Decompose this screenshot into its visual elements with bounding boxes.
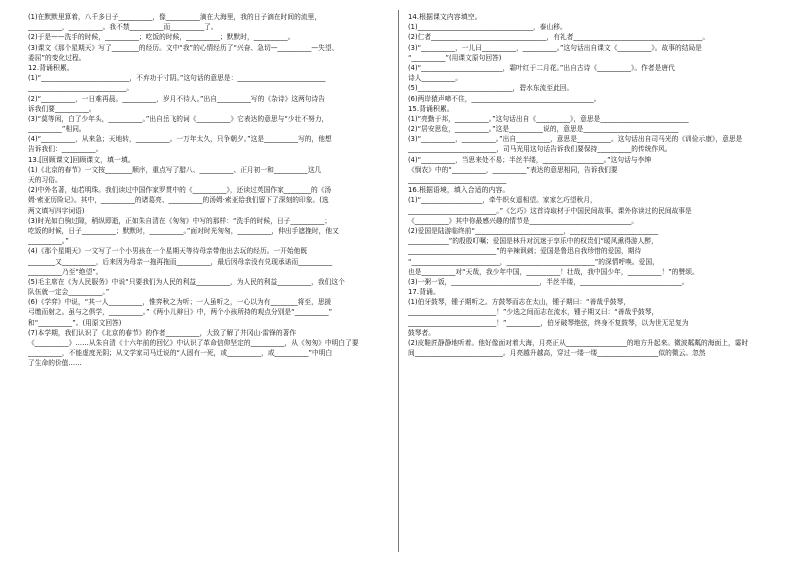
text-line: (3)“__________，__________。”出自__________，意思是__________。这句话出自司马光的《训俭示康》，意思是 [408,135,743,144]
text-line: 也是__________对“天哉，我少年中国，__________！壮哉，我中国少年，__________！”的赞颂。 [408,267,699,276]
column-divider [398,10,399,552]
text-line: __________，不能虚度光阴；从文学家司马迁说的“人固有一死，或__________，或__________”中明白 [28,349,333,358]
text-line: 诉我们要__________。 [28,104,96,113]
text-line: (1)伯牙鼓琴，锺子期听之。方鼓琴而志在太山，锺子期曰：“善哉乎鼓琴， [408,298,630,307]
text-line: 了生命的价值…… [28,359,82,368]
text-line: 《悯农》中的“__________，__________”表达的意思相同，告诉我们要 [408,165,618,174]
text-line: __________________________。”《乞巧》这首诗取材于中国民间故事。课外你读过的民间故事是 [408,206,692,215]
text-line: (7)本学期，我们认识了《北京的春节》的作者__________，大致了解了井冈山·雷锋的著作 [28,328,297,337]
text-line: (2)“__________，一日难再晨。__________，岁月不待人。”出自__________写的《杂诗》这两句诗告 [28,94,326,103]
text-line: (4)“__________，当思来处不易；半丝半缕，__________________。”这句话与李绅 [408,155,652,164]
text-line: __________________________！”少选之间而志在流水，锺子期又曰：“善哉乎鼓琴， [408,308,659,317]
text-line: (3)“__________，一儿曰__________，__________。”这句话出自课文《__________》。故事的结局是 [408,43,702,52]
right-column [408,12,794,358]
text-line: 告诉我们：__________。 [28,145,103,154]
text-line: (4)“__________，从来急；天地转，__________。一万年太久，只争朝夕。”这是__________写的，他想 [28,135,332,144]
section-heading: 17.背诵。 [408,288,440,297]
text-line: (2)于是——洗手的时候，__________；吃饭的时候，__________；默默时，__________。 [28,33,295,42]
text-line: __________乃至“绝望”。 [28,267,103,276]
text-line: __________________________，司马光用这句话告诉我们要保持__________的传统作风。 [408,145,672,154]
text-line: (4)《那个星期天》一文写了一个小男孩在一个星期天等待母亲带他出去玩的经历。一开始他既 [28,247,308,256]
text-line: 队伍就一定会__________。” [28,288,110,297]
text-line: 两文填写四字词语) [28,206,85,215]
text-line: __________________________！”__________，伯牙破琴绝弦，终身不复鼓琴，以为世无足复为 [408,318,689,327]
text-line: __________，__________。我不禁__________而__________了。 [28,23,218,32]
text-line: 鼓琴者。 [408,328,435,337]
text-line: (6)两岸猿声啼不住，____________________________________。 [408,94,601,103]
text-line: 和“__________”。(用原文回答) [28,318,122,327]
section-heading: 13.[回顾课文]回顾课文，填一填。 [28,155,135,164]
text-line: “__________”(用课文原句回答) [408,53,502,62]
text-line: (3)一粥一饭，__________________________，半丝半缕，______________________________。 [408,277,689,286]
text-line: 姆·索亚历险记》。其中，__________的诸葛亮、__________的汤姆·索亚给我们留下了深刻的印象。(选 [28,196,329,205]
text-line: (1)在默默里算着，八千多日子__________，像__________滴在大海里，我的日子滴在时间的流里， [28,13,322,21]
text-line: 诗人__________。 [408,74,463,83]
text-line: 委屈”的变化过程。 [28,53,86,62]
text-line: (3)课文《那个星期天》写了________的经历。文中“我”的心情经历了“兴奋、急切—__________—失望、 [28,43,339,52]
text-line: 吃饭的时候，日子__________；默默时，__________。”面对时光匆匆，__________，伸出手遮挽时，他又 [28,226,339,235]
text-line: (1)《北京的春节》一文按________顺序，重点写了腊八、__________、正月初一和__________这几 [28,165,322,174]
text-line: (5)____________________________，碧水东流至此回。 [408,84,574,93]
text-line: (1)“__________________________，不弃功于寸阴。”这句话的意思是：__________________________ [28,74,326,83]
text-line: (3)“莫等闲，白了少年头，__________。”出自岳飞的词《__________》它表达的意思与“少壮不努力， [28,114,329,123]
text-line: (6)《学弈》中说，“其一人__________，惟弈秋之为听；一人虽听之，一心以为有________将至，思援 [28,298,332,307]
text-line: 天的习俗。 [28,176,62,184]
section-heading: 16.根据语境，填入合适的内容。 [408,186,510,195]
text-line: __________”相同。 [28,125,86,134]
section-heading: 12.背诵积累。 [28,63,74,72]
text-line: 弓缴而射之。虽与之俱学，__________。”《两小儿辩日》中，两个小孩所持的观点分别是“__________” [28,308,333,317]
text-line: (3)时光如白驹过隙，稍纵即逝，正如朱自清在《匆匆》中写的那样：“洗手的时候，日子__________； [28,216,332,225]
section-heading: 14.根据课文内容填空。 [408,13,482,21]
text-line: (5)毛主席在《为人民服务》中说“只要我们为人民的利益__________，为人民的利益__________，我们这个 [28,277,345,286]
text-line: (1)“__________________，牵牛织女遥相望。家家乞巧望秋月， [408,196,597,205]
text-line: 《__________》……从朱自清《十六年前的回忆》中认识了革命信仰坚定的__________，从《匆匆》中明白了要 [28,339,359,347]
text-line: “__________________________，__________________________”的深情呼唤。爱国， [408,257,659,266]
text-line: __________________________”的辛辣讽刺；爱国是鲁迅自我珍惜的爱国，期待 [408,247,642,256]
text-line: ________又__________，后来因为母亲一拖再拖而__________，最后因母亲没有兑现承诺而__________ [28,257,333,266]
text-line: _____________________________ [408,176,507,184]
text-line: __________。” [28,237,69,246]
text-line: (2)皮鞋匠静静地听着。他好像面对着大海，月亮正从__________________的地方升起来。微波粼粼的海面上，霎时 [408,339,749,347]
text-line: (4)“________________________，霜叶红于二月花。”出自古诗《__________》。作者是唐代 [408,63,675,72]
left-column [28,12,414,369]
text-line: ____________”的殷殷叮嘱；爱国是林升对沉迷于享乐中的权贵们“暖风熏得游人醉， [408,237,658,246]
text-line: (2)“居安思危，__________。”这是__________说的，意思是____________________________ [408,125,679,134]
text-line: (2)仁者__________________________________，有礼者______________________________________。 [408,33,710,42]
text-line: _____________________________。 [28,84,134,93]
text-line: (2)中外名著，灿若明珠。我们读过中国作家罗贯中的《__________》，还读过英国作家________的《汤 [28,186,332,195]
text-line: 间__________________________。月亮越升越高，穿过一缕一缕__________________似的微云。忽然 [408,349,706,358]
text-line: (1)“亮勤于邦，__________。”这句话出自《__________》，意思是__________________________ [408,114,689,123]
section-heading: 15.背诵积累。 [408,104,454,113]
text-line: 《__________》其中你最感兴趣的情节是______________________________。 [408,216,639,225]
text-line: (1)__________________________________，泰山移。 [408,23,567,32]
text-line: (2)爱国是陆游临终前“__________________________，__________________________ [408,226,659,235]
